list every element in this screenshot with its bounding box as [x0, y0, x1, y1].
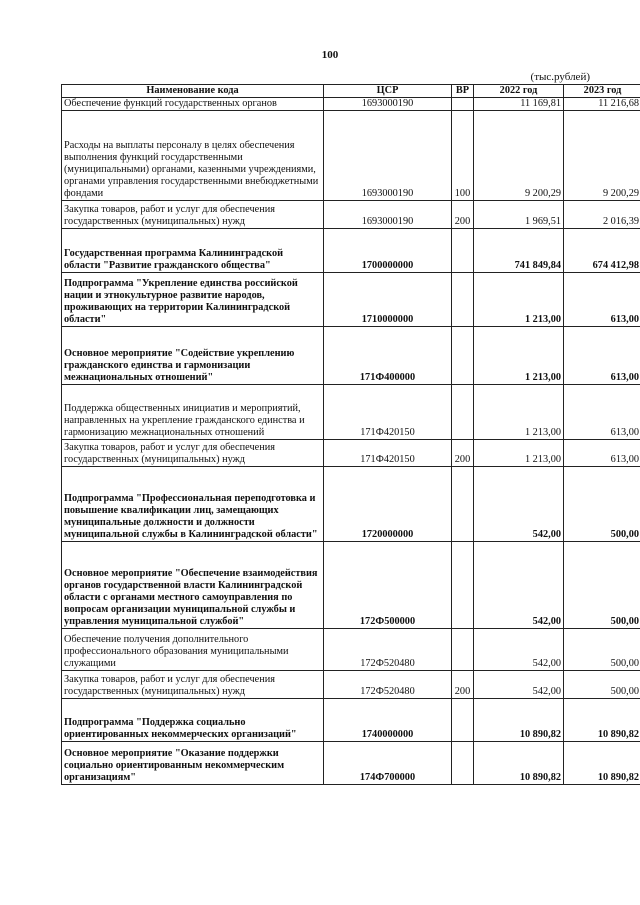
- row-vr: 100: [452, 111, 474, 201]
- row-2023: 500,00: [564, 629, 640, 671]
- table-row: [62, 327, 640, 385]
- row-2022: 9 200,29: [474, 111, 564, 201]
- row-vr: [452, 467, 474, 542]
- row-vr: [452, 327, 474, 385]
- table-header-row: [62, 85, 640, 98]
- row-vr: 200: [452, 440, 474, 467]
- row-2022: 741 849,84: [474, 229, 564, 273]
- row-csr: 171Ф420150: [324, 440, 452, 467]
- row-2023: 9 200,29: [564, 111, 640, 201]
- row-2022: 1 213,00: [474, 440, 564, 467]
- budget-table: [61, 84, 640, 785]
- row-2023: 11 216,68: [564, 98, 640, 111]
- row-csr: 1710000000: [324, 273, 452, 327]
- row-2023: 613,00: [564, 327, 640, 385]
- row-vr: [452, 98, 474, 111]
- row-vr: [452, 273, 474, 327]
- column-header-2023: 2023 год: [564, 85, 640, 98]
- row-csr: 172Ф520480: [324, 629, 452, 671]
- table-row: [62, 98, 640, 111]
- row-name: Основное мероприятие "Оказание поддержки социально ориентированным некоммерческим организациям": [62, 742, 324, 785]
- row-2022: 1 213,00: [474, 385, 564, 440]
- row-2023: 500,00: [564, 542, 640, 629]
- row-csr: 1700000000: [324, 229, 452, 273]
- row-2023: 613,00: [564, 440, 640, 467]
- row-2022: 542,00: [474, 671, 564, 699]
- row-csr: 174Ф700000: [324, 742, 452, 785]
- row-2023: 10 890,82: [564, 742, 640, 785]
- column-header-vr: ВР: [452, 85, 474, 98]
- row-2023: 674 412,98: [564, 229, 640, 273]
- row-2022: 10 890,82: [474, 742, 564, 785]
- row-vr: [452, 629, 474, 671]
- row-vr: [452, 542, 474, 629]
- units-label: (тыс.рублей): [530, 71, 590, 83]
- row-2022: 542,00: [474, 629, 564, 671]
- table-row: [62, 671, 640, 699]
- row-name: Обеспечение получения дополнительного профессионального образования муниципальными служащими: [62, 629, 324, 671]
- row-2022: 10 890,82: [474, 699, 564, 742]
- row-csr: 172Ф500000: [324, 542, 452, 629]
- row-2023: 613,00: [564, 385, 640, 440]
- row-csr: 1693000190: [324, 111, 452, 201]
- row-name: Подпрограмма "Профессиональная переподготовка и повышение квалификации лиц, замещающих муниципальные должности и должности муниципальной службы в Калининградской области": [62, 467, 324, 542]
- row-2022: 1 213,00: [474, 273, 564, 327]
- row-2022: 11 169,81: [474, 98, 564, 111]
- row-2022: 542,00: [474, 542, 564, 629]
- row-2023: 2 016,39: [564, 201, 640, 229]
- row-csr: 171Ф420150: [324, 385, 452, 440]
- column-header-name: Наименование кода: [62, 85, 324, 98]
- row-2022: 542,00: [474, 467, 564, 542]
- table-row: [62, 201, 640, 229]
- table-row: [62, 385, 640, 440]
- row-name: Подпрограмма "Поддержка социально ориентированных некоммерческих организаций": [62, 699, 324, 742]
- row-2022: 1 213,00: [474, 327, 564, 385]
- row-name: Обеспечение функций государственных органов: [62, 98, 324, 111]
- table-row: [62, 629, 640, 671]
- row-2022: 1 969,51: [474, 201, 564, 229]
- row-name: Расходы на выплаты персоналу в целях обеспечения выполнения функций государственными (муниципальными) органами, казенными учреждениями, органами управления государственными внебюджетными фондами: [62, 111, 324, 201]
- row-2023: 10 890,82: [564, 699, 640, 742]
- row-csr: 1693000190: [324, 201, 452, 229]
- table-row: [62, 467, 640, 542]
- row-csr: 1740000000: [324, 699, 452, 742]
- row-vr: [452, 742, 474, 785]
- row-name: Подпрограмма "Укрепление единства российской нации и этнокультурное развитие народов, проживающих на территории Калининградской области": [62, 273, 324, 327]
- table-row: [62, 111, 640, 201]
- column-header-2022: 2022 год: [474, 85, 564, 98]
- table-row: [62, 699, 640, 742]
- row-name: Закупка товаров, работ и услуг для обеспечения государственных (муниципальных) нужд: [62, 671, 324, 699]
- row-name: Основное мероприятие "Содействие укреплению гражданского единства и гармонизации межнациональных отношений": [62, 327, 324, 385]
- row-name: Закупка товаров, работ и услуг для обеспечения государственных (муниципальных) нужд: [62, 201, 324, 229]
- page-number: 100: [321, 49, 339, 61]
- row-2023: 500,00: [564, 467, 640, 542]
- row-name: Поддержка общественных инициатив и мероприятий, направленных на укрепление гражданского единства и гармонизацию межнациональных отношений: [62, 385, 324, 440]
- row-csr: 1693000190: [324, 98, 452, 111]
- row-vr: 200: [452, 201, 474, 229]
- row-name: Государственная программа Калининградской области "Развитие гражданского общества": [62, 229, 324, 273]
- row-vr: [452, 385, 474, 440]
- row-name: Закупка товаров, работ и услуг для обеспечения государственных (муниципальных) нужд: [62, 440, 324, 467]
- row-csr: 1720000000: [324, 467, 452, 542]
- column-header-csr: ЦСР: [324, 85, 452, 98]
- table-row: [62, 273, 640, 327]
- row-name: Основное мероприятие "Обеспечение взаимодействия органов государственной власти Калининградской области с органами местного самоуправления по вопросам организации муниципальной службы и управления муниципальной службой": [62, 542, 324, 629]
- row-2023: 500,00: [564, 671, 640, 699]
- row-vr: [452, 699, 474, 742]
- row-2023: 613,00: [564, 273, 640, 327]
- row-csr: 171Ф400000: [324, 327, 452, 385]
- table-row: [62, 229, 640, 273]
- table-row: [62, 440, 640, 467]
- row-csr: 172Ф520480: [324, 671, 452, 699]
- row-vr: 200: [452, 671, 474, 699]
- table-row: [62, 542, 640, 629]
- table-row: [62, 742, 640, 785]
- row-vr: [452, 229, 474, 273]
